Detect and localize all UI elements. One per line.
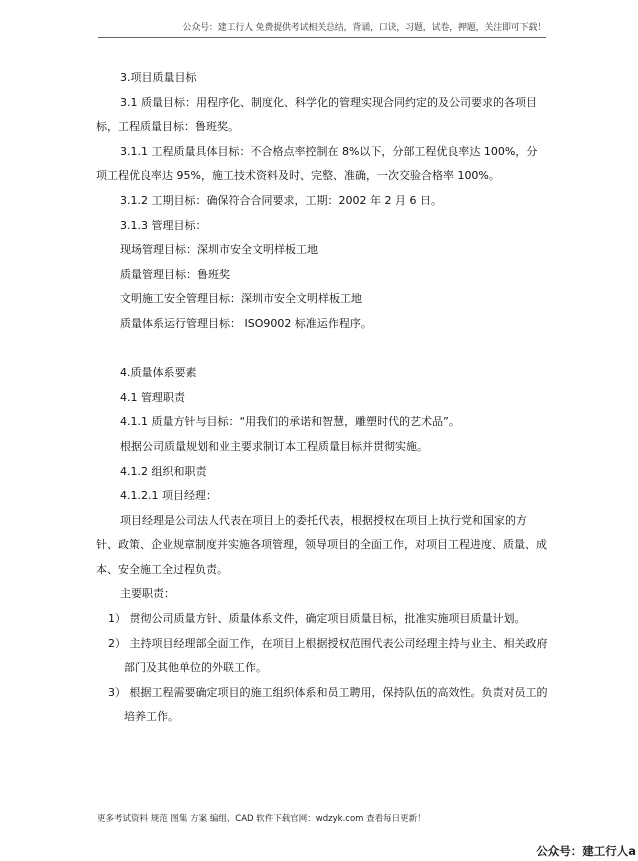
quality-system-goal: 质量体系运行管理目标： ISO9002 标准运作程序。 bbox=[120, 316, 372, 330]
section-3-1: 3.1 质量目标：用程序化、制度化、科学化的管理实现合同约定的及公司要求的各项目标，工程质量目标：鲁班奖。 bbox=[96, 95, 537, 134]
watermark: 公众号：建工行人a bbox=[536, 844, 636, 858]
duty-item: 1） 贯彻公司质量方针、质量体系文件，确定项目质量目标，批准实施项目质量计划。 bbox=[108, 612, 526, 626]
section-4-heading: 4.质量体系要素 bbox=[120, 366, 197, 380]
section-4-1-1-paragraph: 根据公司质量规划和业主要求制订本工程质量目标并贯彻实施。 bbox=[120, 439, 428, 453]
section-4-1-2: 4.1.2 组织和职责 bbox=[120, 464, 207, 478]
civil-safety-goal: 文明施工安全管理目标：深圳市安全文明样板工地 bbox=[120, 292, 362, 306]
project-manager-paragraph: 项目经理是公司法人代表在项目上的委托代表，根据授权在项目上执行党和国家的方针、政策、企业规章制度并实施各项管理，领导项目的全面工作，对项目工程进度、质量、成本、安全施工全过程负责。 bbox=[96, 513, 547, 576]
section-3-1-3: 3.1.3 管理目标： bbox=[120, 218, 207, 232]
section-4-1: 4.1 管理职责 bbox=[120, 390, 185, 404]
paragraph-gap bbox=[96, 337, 548, 362]
section-3-1-1: 3.1.1 工程质量具体目标：不合格点率控制在 8%以下，分部工程优良率达 100%，分项工程优良率达 95%，施工技术资料及时、完整、准确，一次交验合格率 100%。 bbox=[96, 144, 538, 183]
section-3-1-2: 3.1.2 工期目标：确保符合合同要求，工期：2002 年 2 月 6 日。 bbox=[120, 193, 442, 207]
quality-management-goal: 质量管理目标：鲁班奖 bbox=[120, 267, 230, 281]
section-3-heading: 3.项目质量目标 bbox=[120, 71, 197, 84]
page-header: 公众号：建工行人 免费提供考试相关总结，背诵，口诀，习题，试卷，押题，关注即可下载！ bbox=[98, 20, 546, 38]
duty-item: 2） 主持项目经理部全面工作，在项目上根据授权范围代表公司经理主持与业主、相关政府部门及其他单位的外联工作。 bbox=[108, 636, 548, 675]
duty-item: 3） 根据工程需要确定项目的施工组织体系和员工聘用，保持队伍的高效性。负责对员工的培养工作。 bbox=[108, 685, 548, 724]
section-4-1-1: 4.1.1 质量方针与目标：“用我们的承诺和智慧，雕塑时代的艺术品”。 bbox=[120, 415, 460, 429]
main-duties-heading: 主要职责： bbox=[120, 587, 175, 601]
document-body bbox=[96, 66, 548, 730]
site-management-goal: 现场管理目标：深圳市安全文明样板工地 bbox=[120, 243, 318, 257]
page-footer: 更多考试资料 规范 图集 方案 编组、CAD 软件下载官网：wdzyk.com 查看每日更新！ bbox=[97, 814, 426, 824]
section-4-1-2-1: 4.1.2.1 项目经理： bbox=[120, 489, 217, 503]
